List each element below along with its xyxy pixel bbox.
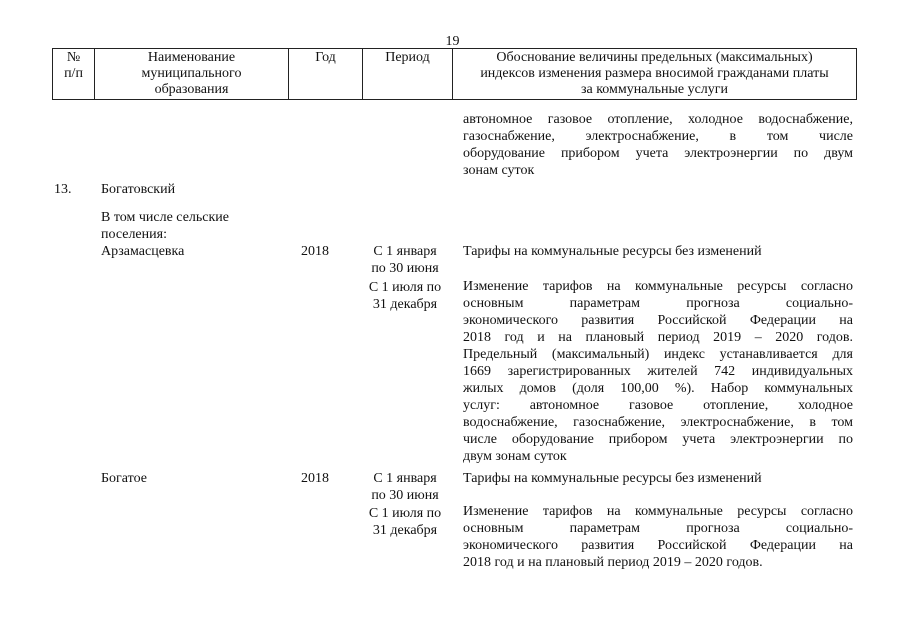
paragraph-line: основным параметрам прогноза социально-	[463, 296, 853, 311]
header-name	[95, 49, 289, 100]
text-line: С 1 июля по	[368, 280, 442, 295]
text-line: Обоснование величины предельных (максимальных)	[496, 50, 813, 65]
paragraph-line: 2018 год и на плановый период 2019 – 2020 годов.	[463, 330, 853, 345]
row-name: Арзамасцевка	[101, 244, 185, 259]
text-line: образования	[154, 82, 229, 97]
paragraph-line: оборудование прибором учета электроэнергии по двум	[463, 146, 853, 161]
paragraph-line: экономического развития Российской Федерации на	[463, 538, 853, 553]
row-year: 2018	[301, 471, 329, 486]
section-subheader	[101, 209, 291, 243]
text-line: С 1 июля по	[368, 506, 442, 521]
paragraph-line: экономического развития Российской Федерации на	[463, 313, 853, 328]
row-text-2	[463, 503, 853, 571]
paragraph-line: Изменение тарифов на коммунальные ресурсы согласно	[463, 504, 853, 519]
paragraph-line: 2018 год и на плановый период 2019 – 2020 годов.	[463, 555, 763, 570]
text-line: 31 декабря	[372, 297, 438, 312]
paragraph-line: 1669 зарегистрированных жителей 742 индивидуальных	[463, 364, 853, 379]
text-line: Наименование	[147, 50, 236, 65]
text-line: 31 декабря	[372, 523, 438, 538]
paragraph-line: газоснабжение, электроснабжение, в том числе	[463, 129, 853, 144]
paragraph-line: двум зонам суток	[463, 449, 567, 464]
header-basis	[453, 49, 857, 100]
row-text-1: Тарифы на коммунальные ресурсы без изменений	[463, 244, 762, 259]
text-line: С 1 января	[373, 244, 437, 259]
text-line: муниципального	[141, 66, 242, 81]
paragraph-line: автономное газовое отопление, холодное водоснабжение,	[463, 112, 853, 127]
row-text-1: Тарифы на коммунальные ресурсы без изменений	[463, 471, 762, 486]
paragraph-line: зонам суток	[463, 163, 535, 178]
paragraph-line: Предельный (максимальный) индекс устанавливается для	[463, 347, 853, 362]
paragraph-line: услуг: автономное газовое отопление, холодное	[463, 398, 853, 413]
row-name: Богатое	[101, 471, 147, 486]
header-year: Год	[289, 49, 363, 100]
text-line: С 1 января	[373, 471, 437, 486]
header-num	[53, 49, 95, 100]
continuation-text	[463, 111, 853, 179]
section-name: Богатовский	[101, 182, 176, 197]
header-period: Период	[363, 49, 453, 100]
paragraph-line: числе оборудование прибором учета электроэнергии по	[463, 432, 853, 447]
page-number: 19	[445, 34, 460, 49]
row-period-1	[358, 243, 452, 277]
row-text-2	[463, 278, 853, 465]
text-line: за коммунальные услуги	[580, 82, 729, 97]
paragraph-line: жилых домов (доля 100,00 %). Набор коммунальных	[463, 381, 853, 396]
paragraph-line: основным параметрам прогноза социально-	[463, 521, 853, 536]
paragraph-line: Изменение тарифов на коммунальные ресурсы согласно	[463, 279, 853, 294]
text-line: №	[66, 50, 81, 65]
row-year: 2018	[301, 244, 329, 259]
text-line: по 30 июня	[371, 488, 439, 503]
text-line: В том числе сельские	[101, 210, 230, 225]
paragraph-line: водоснабжение, газоснабжение, электроснабжение, в том	[463, 415, 853, 430]
row-period-1	[358, 470, 452, 504]
row-period-2	[358, 279, 452, 313]
table-header	[52, 48, 857, 100]
text-line: индексов изменения размера вносимой гражданами платы	[480, 66, 829, 81]
text-line: поселения:	[101, 227, 167, 242]
text-line: по 30 июня	[371, 261, 439, 276]
section-number: 13.	[54, 182, 72, 197]
text-line: п/п	[64, 66, 83, 81]
row-period-2	[358, 505, 452, 539]
